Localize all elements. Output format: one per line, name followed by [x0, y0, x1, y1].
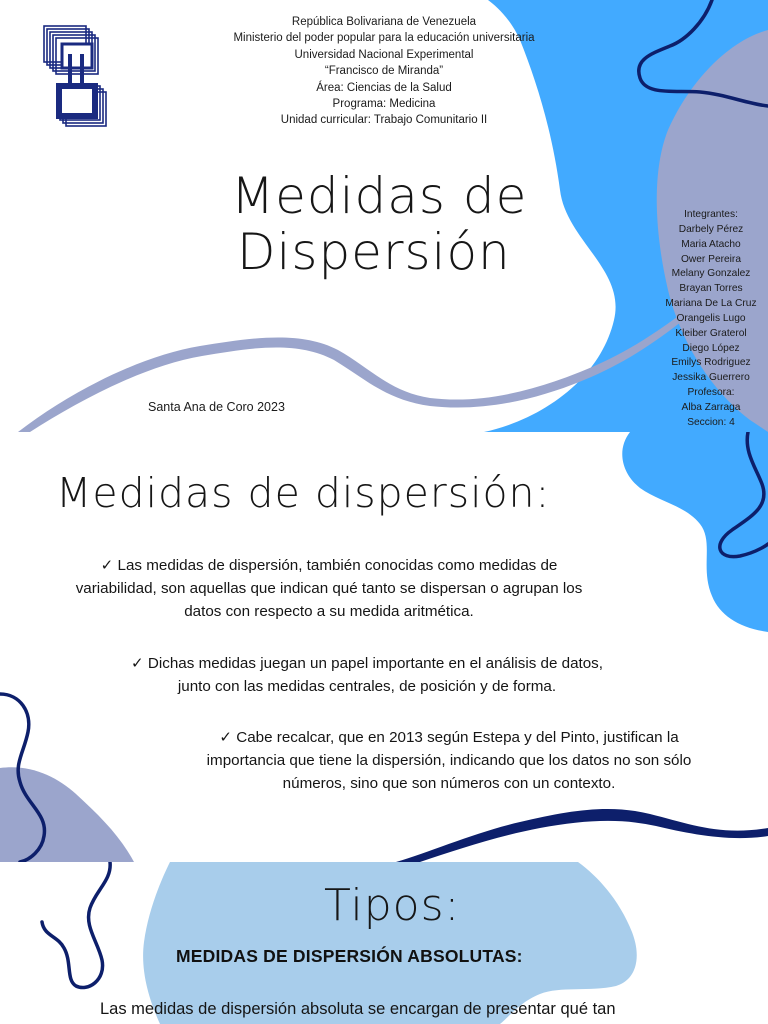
definition-slide [0, 432, 768, 862]
header-line: Ministerio del poder popular para la educación universitaria [233, 32, 535, 45]
header-line: Universidad Nacional Experimental [294, 48, 474, 61]
citation-paragraph [168, 726, 730, 795]
cover-title [231, 168, 527, 280]
definition-paragraph [36, 554, 622, 623]
members-line: Seccion: 4 [687, 416, 735, 428]
members-line: Diego López [682, 342, 740, 354]
members-line: Jessika Guerrero [672, 372, 750, 384]
paragraph-line: importancia que tiene la dispersión, indicando que los datos no son sólo [206, 752, 692, 769]
types-title: Tipos: [324, 880, 461, 931]
members-line: Mariana De La Cruz [665, 298, 757, 310]
paragraph-line: números, sino que son números con un contexto. [282, 775, 616, 792]
members-line: Integrantes: [684, 209, 738, 220]
paragraph-line: variabilidad, son aquellas que indican qué tanto se dispersan o agrupan los [75, 580, 583, 597]
paragraph-line: ✓ Dichas medidas juegan un papel importante en el análisis de datos, [130, 655, 603, 672]
importance-paragraph [92, 652, 642, 698]
header-line: Unidad curricular: Trabajo Comunitario II [280, 114, 488, 127]
members-line: Ower Pereira [680, 253, 741, 265]
members-line: Alba Zarraga [681, 401, 741, 413]
paragraph-line: ✓ Cabe recalcar, que en 2013 según Estepa y del Pinto, justifican la [219, 729, 679, 746]
members-line: Emilys Rodriguez [671, 357, 751, 369]
cover-slide [0, 0, 768, 432]
place-date: Santa Ana de Coro 2023 [148, 400, 285, 414]
members-line: Kleiber Graterol [675, 327, 747, 339]
members-line: Orangelis Lugo [676, 312, 746, 324]
members-line: Melany Gonzalez [671, 268, 751, 280]
members-line: Profesora: [687, 387, 735, 399]
cover-title-line: Dispersión [237, 223, 511, 281]
cover-title-line: Medidas de [231, 167, 528, 225]
members-list [656, 208, 766, 431]
members-line: Maria Atacho [681, 238, 741, 250]
header-line: República Bolivariana de Venezuela [291, 16, 477, 28]
absolute-measures-text: Las medidas de dispersión absoluta se encargan de presentar qué tan [100, 1000, 616, 1018]
header-line: Área: Ciencias de la Salud [316, 81, 452, 94]
members-line: Darbely Pérez [678, 223, 744, 235]
university-logo [42, 24, 110, 132]
absolute-measures-heading: MEDIDAS DE DISPERSIÓN ABSOLUTAS: [176, 946, 523, 966]
paragraph-line: ✓ Las medidas de dispersión, también conocidas como medidas de [100, 557, 558, 574]
header-line: “Francisco de Miranda” [324, 65, 444, 78]
section-title: Medidas de dispersión: [56, 469, 551, 517]
types-slide [0, 862, 768, 1024]
paragraph-line: datos con respecto a su medida aritmética. [184, 603, 474, 620]
header-line: Programa: Medicina [332, 98, 436, 111]
paragraph-line: junto con las medidas centrales, de posición y de forma. [177, 678, 557, 695]
institution-header [188, 14, 580, 129]
members-line: Brayan Torres [679, 283, 743, 295]
